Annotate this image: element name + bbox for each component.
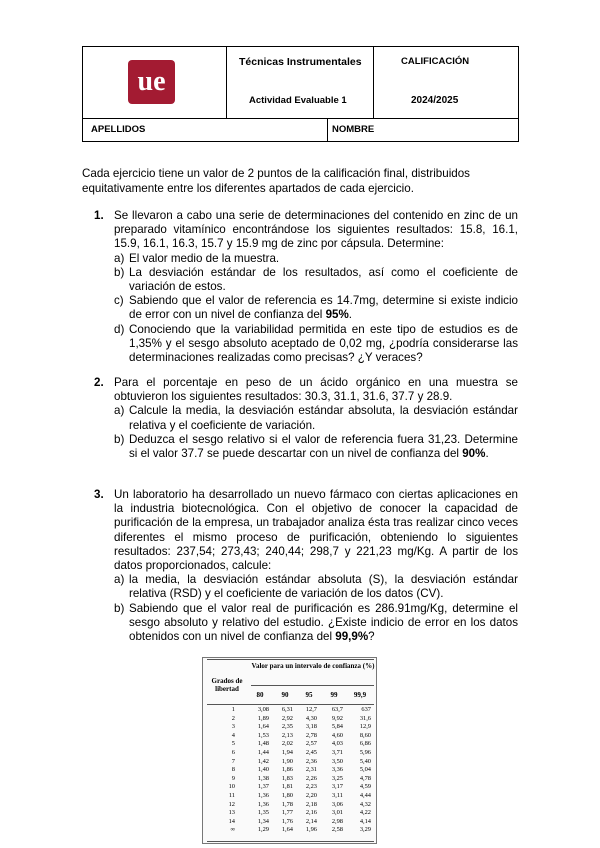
table-cell: 4,03: [331, 740, 343, 748]
header-table: [82, 46, 519, 142]
question-number: 1.: [94, 209, 104, 222]
course-cell: [227, 47, 374, 119]
degrees-of-freedom-cell: 6: [231, 748, 235, 756]
table-row: [203, 818, 378, 827]
item-c: c) Sabiendo que el valor de referencia es 14.7mg, determine si existe indicio de error con un nivel de confianza del 95%.: [114, 294, 518, 322]
academic-year: 2024/2025: [411, 95, 459, 106]
surname-label: APELLIDOS: [91, 124, 146, 135]
surname-field: [83, 119, 328, 141]
activity-title: Actividad Evaluable 1: [249, 95, 347, 106]
table-cell: 1,38: [257, 774, 269, 782]
degrees-of-freedom-cell: 1: [231, 706, 235, 713]
table-cell: 3,01: [331, 809, 343, 817]
table-cell: 4,30: [305, 714, 317, 722]
degrees-of-freedom-cell: 9: [231, 774, 235, 782]
degrees-of-freedom-cell: 4: [231, 731, 235, 739]
table-cell: 2,31: [305, 766, 317, 774]
degrees-of-freedom-cell: 13: [228, 809, 235, 817]
table-cell: 2,20: [305, 791, 317, 799]
table-row: [203, 758, 378, 767]
table-cell: 1,76: [281, 817, 293, 825]
table-title: Valor para un intervalo de confianza (%): [251, 662, 375, 670]
table-cell: 1,80: [281, 791, 293, 799]
item-a: a) la media, la desviación estándar absoluta (S), la desviación estándar relativa (RSD) y el coeficiente de variación de los datos (CV).: [114, 573, 518, 601]
grade-label: CALIFICACIÓN: [401, 56, 470, 67]
table-cell: 1,64: [281, 826, 293, 834]
table-cell: 3,11: [332, 791, 343, 799]
item-d: d) Conociendo que la variabilidad permitida en este tipo de estudios es de 1,35% y el sesgo absoluto aceptado de 0,02 mg, ¿podría considerarse las determinaciones realizadas como precisas? ¿Y veraces?: [114, 322, 518, 365]
table-cell: 1,81: [281, 783, 293, 791]
table-row-header: Grados de libertad: [211, 677, 243, 693]
degrees-of-freedom-cell: 12: [228, 800, 235, 808]
item-b: b) La desviación estándar de los resultados, así como el coeficiente de variación de estos.: [114, 265, 518, 294]
item-b: b) Deduzca el sesgo relativo si el valor de referencia fuera 31,23. Determine si el valor 37.7 se puede descartar con un nivel de confianza del 90%.: [114, 432, 518, 461]
intro-text: Cada ejercicio tiene un valor de 2 puntos de la calificación final, distribuidos equitativamente entre los diferentes apartados de cada ejercicio.: [82, 167, 470, 195]
degrees-of-freedom-cell: 3: [231, 723, 235, 731]
column-header-80: 80: [256, 691, 264, 699]
table-cell: 12,7: [305, 706, 317, 713]
table-cell: 5,04: [359, 766, 371, 774]
question-number: 3.: [94, 488, 104, 501]
table-cell: 1,96: [305, 826, 317, 834]
table-cell: 2,02: [281, 740, 293, 748]
degrees-of-freedom-cell: 2: [231, 714, 235, 722]
degrees-of-freedom-cell: 5: [231, 740, 235, 748]
item-a: a) El valor medio de la muestra.: [114, 251, 280, 265]
ue-logo-icon: [128, 60, 175, 104]
table-cell: 2,26: [305, 774, 317, 782]
table-cell: 8,60: [359, 731, 371, 739]
table-cell: 2,16: [305, 809, 317, 817]
name-field: [328, 119, 518, 141]
question-stem: Un laboratorio ha desarrollado un nuevo fármaco con ciertas aplicaciones en la industria biotecnológica. Con el objetivo de conocer la capacidad de purificación de la empresa, un trabajador analiza ésta tras realizar cinco veces diferentes el mismo proceso de purificación, obteniendo lo siguientes resultados: 237,54; 273,43; 240,44; 298,7 y 221,23 mg/Kg. A partir de los datos proporcionados, calcule:: [114, 488, 518, 573]
grade-cell: [374, 47, 518, 119]
column-header-99: 99: [330, 691, 338, 699]
table-cell: 1,36: [257, 791, 269, 799]
table-cell: 3,06: [331, 800, 343, 808]
table-cell: 2,13: [281, 731, 293, 739]
table-cell: 2,18: [305, 800, 317, 808]
degrees-of-freedom-cell: 11: [228, 791, 235, 799]
table-row: [203, 809, 378, 818]
table-cell: 1,86: [281, 766, 293, 774]
table-cell: 3,29: [359, 826, 371, 834]
table-row: [203, 723, 378, 732]
table-cell: 4,59: [359, 783, 371, 791]
table-row: [203, 706, 378, 715]
table-row: [203, 826, 378, 835]
table-cell: 1,36: [257, 800, 269, 808]
table-cell: 3,18: [305, 723, 317, 731]
university-logo: [128, 60, 175, 104]
table-row: [203, 783, 378, 792]
table-cell: 2,92: [281, 714, 293, 722]
item-b: b) Sabiendo que el valor real de purificación es 286.91mg/Kg, determine el sesgo absoluto y relativo del estudio. ¿Existe indicio de error en los datos obtenidos con un nivel de confianza del 99,9%?: [114, 601, 518, 644]
table-cell: 1,78: [281, 800, 293, 808]
logo-text: ue: [137, 66, 166, 97]
table-row: [203, 740, 378, 749]
table-row: [203, 801, 378, 810]
course-title: Técnicas Instrumentales: [239, 56, 362, 68]
question-items: [114, 252, 518, 366]
degrees-of-freedom-cell: 10: [228, 783, 235, 791]
table-cell: 63,7: [331, 706, 343, 713]
table-cell: 3,08: [257, 706, 269, 713]
table-cell: 1,29: [257, 826, 269, 834]
table-cell: 5,84: [331, 723, 343, 731]
table-cell: 1,48: [257, 740, 269, 748]
question-number: 2.: [94, 376, 104, 389]
table-cell: 5,96: [359, 748, 371, 756]
table-cell: 6,86: [359, 740, 371, 748]
table-cell: 2,58: [331, 826, 343, 834]
table-cell: 31,6: [359, 714, 371, 722]
table-cell: 2,78: [305, 731, 317, 739]
table-cell: 1,77: [281, 809, 293, 817]
table-cell: 2,35: [281, 723, 293, 731]
table-cell: 1,35: [257, 809, 269, 817]
table-cell: 1,37: [257, 783, 269, 791]
question-items: [114, 573, 518, 644]
table-cell: 3,17: [331, 783, 343, 791]
t-student-table: [202, 657, 377, 844]
table-cell: 3,50: [331, 757, 343, 765]
table-cell: 4,44: [359, 791, 371, 799]
item-a: a) Calcule la media, la desviación estándar absoluta, la desviación estándar relativa y el coeficiente de variación.: [114, 404, 518, 432]
logo-cell: [83, 47, 227, 119]
table-cell: 2,45: [305, 748, 317, 756]
table-row: [203, 715, 378, 724]
table-cell: 6,31: [281, 706, 293, 713]
table-cell: 1,44: [257, 748, 269, 756]
table-cell: 3,36: [331, 766, 343, 774]
table-cell: 1,64: [257, 723, 269, 731]
table-cell: 1,90: [281, 757, 293, 765]
table-cell: 1,83: [281, 774, 293, 782]
table-cell: 1,89: [257, 714, 269, 722]
table-row: [203, 792, 378, 801]
table-cell: 1,42: [257, 757, 269, 765]
question-3: [94, 488, 518, 644]
table-cell: 637: [361, 706, 371, 713]
table-cell: 4,78: [359, 774, 371, 782]
degrees-of-freedom-cell: 7: [231, 757, 235, 765]
degrees-of-freedom-cell: 14: [228, 817, 235, 825]
table-row: [203, 775, 378, 784]
table-cell: 4,60: [331, 731, 343, 739]
column-header-99-9: 99,9: [353, 691, 367, 699]
table-cell: 12,9: [359, 723, 371, 731]
table-cell: 1,40: [257, 766, 269, 774]
table-cell: 3,71: [331, 748, 343, 756]
question-2: [94, 376, 518, 461]
table-cell: 2,14: [305, 817, 317, 825]
name-label: NOMBRE: [332, 124, 375, 135]
table-row: [203, 749, 378, 758]
table-cell: 5,40: [359, 757, 371, 765]
table-cell: 1,34: [257, 817, 269, 825]
table-cell: 4,22: [359, 809, 371, 817]
column-header-95: 95: [305, 691, 313, 699]
question-stem: Se llevaron a cabo una serie de determinaciones del contenido en zinc de un preparado vitamínico encontrándose los siguientes resultados: 15.8, 16.1, 15.9, 16.1, 16.3, 15.7 y 15.9 mg de zinc por cápsula. Determine:: [114, 209, 518, 251]
table-cell: 1,94: [281, 748, 293, 756]
table-cell: 3,25: [331, 774, 343, 782]
table-body: [203, 706, 378, 835]
degrees-of-freedom-cell: ∞: [230, 826, 235, 834]
table-cell: 2,23: [305, 783, 317, 791]
table-cell: 4,32: [359, 800, 371, 808]
column-header-90: 90: [281, 691, 289, 699]
table-row: [203, 732, 378, 741]
question-stem: Para el porcentaje en peso de un ácido orgánico en una muestra se obtuvieron los siguientes resultados: 30.3, 31.1, 31.6, 37.7 y 28.9.: [114, 376, 518, 404]
table-row: [203, 766, 378, 775]
table-cell: 4,14: [359, 817, 371, 825]
table-cell: 1,53: [257, 731, 269, 739]
question-items: [114, 404, 518, 461]
table-cell: 2,98: [331, 817, 343, 825]
table-cell: 2,57: [305, 740, 317, 748]
table-cell: 2,36: [305, 757, 317, 765]
table-cell: 9,92: [331, 714, 343, 722]
question-1: [94, 209, 518, 365]
degrees-of-freedom-cell: 8: [231, 766, 235, 774]
